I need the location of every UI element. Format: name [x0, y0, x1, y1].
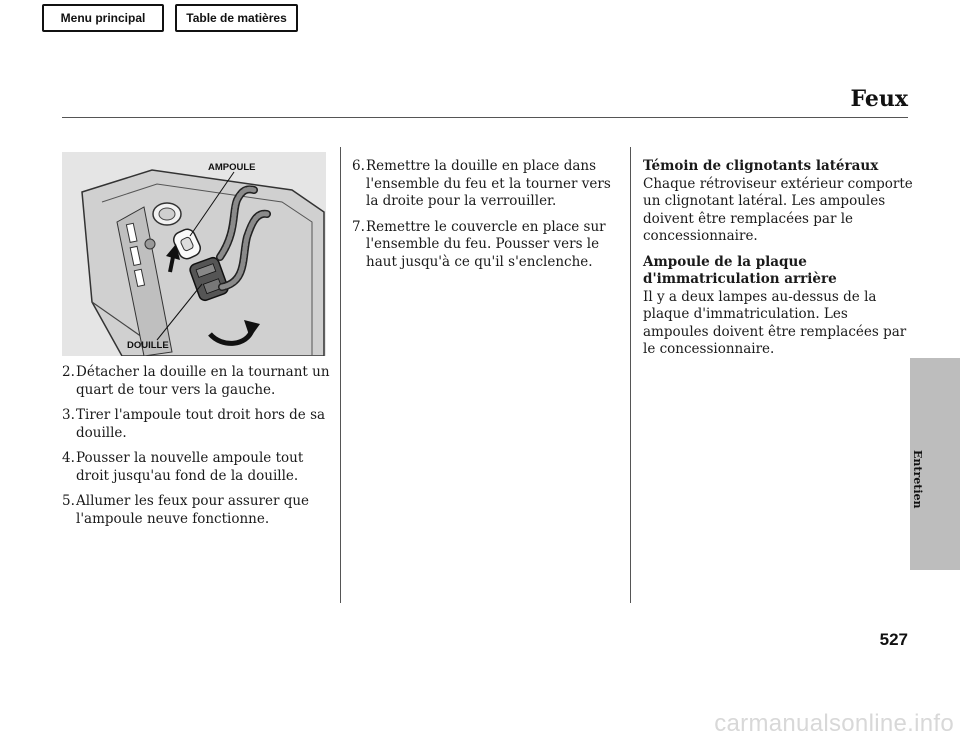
bulb-label: AMPOULE	[208, 162, 256, 173]
list-item: 7.Remettre le couvercle en place sur l'ensemble du feu. Pousser vers le haut jusqu'à ce qu'il s'enclenche.	[352, 218, 606, 270]
license-plate-text: Il y a deux lampes au-dessus de la plaque d'immatriculation. Les ampoules doivent être remplacées par le concessionnaire.	[643, 288, 907, 357]
list-item: 4.Pousser la nouvelle ampoule tout droit jusqu'au fond de la douille.	[62, 450, 304, 484]
license-plate-heading: Ampoule de la plaque d'immatriculation arrière	[643, 253, 837, 287]
side-marker-text: Chaque rétroviseur extérieur comporte un clignotant latéral. Les ampoules doivent être remplacées par le concessionnaire.	[643, 175, 913, 244]
title-divider	[62, 117, 908, 118]
table-of-contents-button[interactable]: Table de matières	[175, 4, 298, 32]
side-marker-heading: Témoin de clignotants latéraux	[643, 158, 879, 174]
main-menu-button[interactable]: Menu principal	[42, 4, 164, 32]
socket-drawing	[62, 152, 326, 356]
page-number: 527	[879, 630, 908, 649]
bulb-socket-illustration	[62, 152, 326, 356]
watermark: carmanualsonline.info	[714, 710, 954, 737]
list-item: 5.Allumer les feux pour assurer que l'ampoule neuve fonctionne.	[62, 493, 310, 527]
page-title: Feux	[850, 86, 908, 112]
column-divider	[630, 147, 631, 603]
socket-label: DOUILLE	[127, 340, 169, 351]
list-item: 6.Remettre la douille en place dans l'ensemble du feu et la tourner vers la droite pour la verrouiller.	[352, 158, 611, 209]
steps-column-middle	[352, 158, 622, 279]
section-tab-label: Entretien	[911, 450, 924, 509]
info-column-right	[643, 158, 913, 367]
list-item: 2.Détacher la douille en la tournant un quart de tour vers la gauche.	[62, 364, 330, 398]
steps-column-left	[62, 364, 332, 536]
column-divider	[340, 147, 341, 603]
list-item: 3.Tirer l'ampoule tout droit hors de sa douille.	[62, 407, 326, 441]
